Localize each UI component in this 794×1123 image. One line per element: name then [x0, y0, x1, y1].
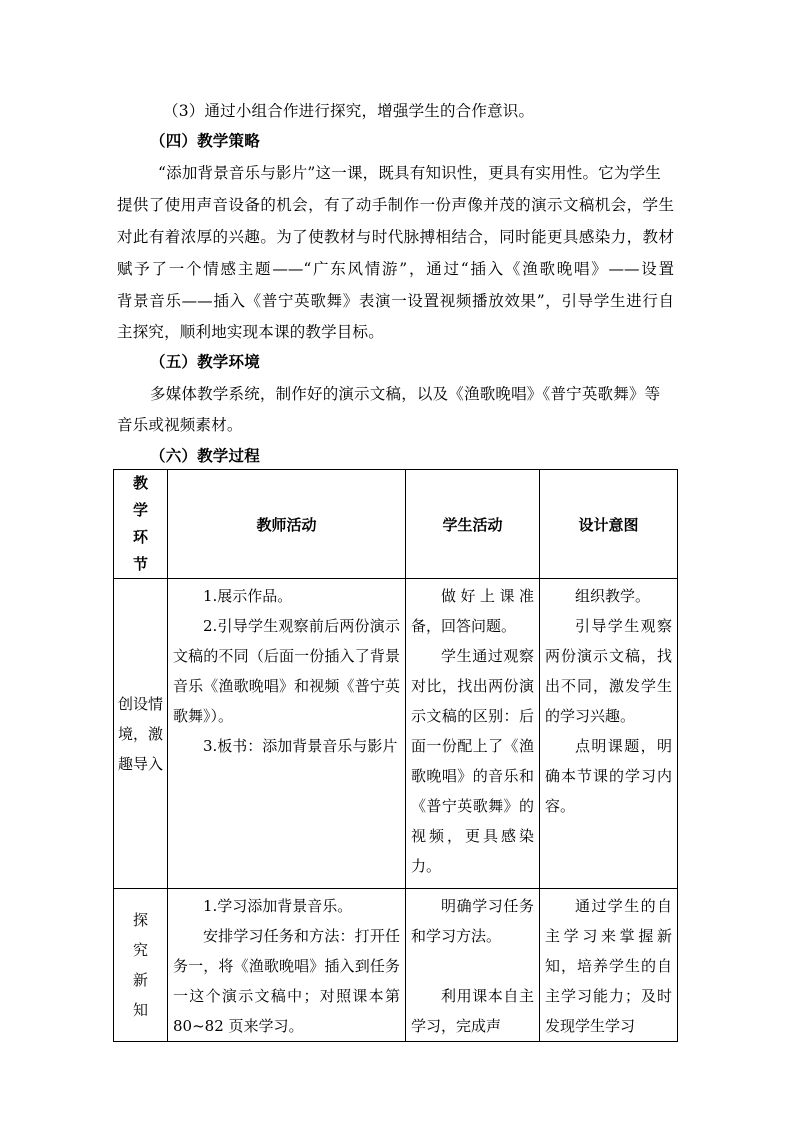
student-item: 做好上课准备，回答问题。: [411, 587, 534, 635]
table-row: [114, 579, 678, 889]
table-row: [114, 889, 678, 1042]
environment-line-1: 多媒体教学系统，制作好的演示文稿，以及《渔歌晚唱》《普宁英歌舞》等: [150, 385, 661, 403]
student-cell: [406, 579, 540, 889]
strategy-line-2: 提供了使用声音设备的机会，有了动手制作一份声像并茂的演示文稿机会，学生: [117, 196, 674, 214]
strategy-line-1: “添加背景音乐与影片”这一课，既具有知识性，更具有实用性。它为学生: [158, 164, 661, 182]
stage-label: 探究新知: [132, 911, 148, 1019]
intent-item: 组织教学。: [575, 587, 651, 605]
student-item: 学生通过观察对比，找出两份演示文稿的区别：后面一份配上了《渔歌晚唱》的音乐和《普宁英歌舞》的视频，更具感染力。: [411, 647, 534, 875]
teacher-item: 3.板书：添加背景音乐与影片: [203, 737, 398, 755]
teacher-item: 1.学习添加背景音乐。: [203, 897, 353, 915]
teacher-item: 1.展示作品。: [203, 587, 293, 605]
teacher-item: 2.引导学生观察前后两份演示文稿的不同（后面一份插入了背景音乐《渔歌晚唱》和视频《普宁英歌舞》）。: [173, 617, 400, 725]
intent-cell: [540, 579, 678, 889]
teacher-item: 安排学习任务和方法：打开任务一，将《渔歌晚唱》插入到任务一这个演示文稿中；对照课本第 80~82 页来学习。: [173, 927, 400, 1035]
student-cell: [406, 889, 540, 1042]
strategy-line-6: 主探究，顺利地实现本课的教学目标。: [117, 323, 384, 341]
stage-cell: [114, 579, 168, 889]
section-heading-process: （六）教学过程: [150, 446, 260, 465]
strategy-line-5: 背景音乐——插入《普宁英歌舞》表演一设置视频播放效果”，引导学生进行自: [117, 292, 674, 310]
table-header-row: [114, 470, 678, 579]
intent-item: 点明课题，明确本节课的学习内容。: [545, 737, 672, 815]
strategy-line-3: 对此有着浓厚的兴趣。为了使教材与时代脉搏相结合，同时能更具感染力，教材: [117, 228, 674, 246]
student-item: 明确学习任务和学习方法。: [411, 897, 534, 945]
student-item: 利用课本自主学习，完成声: [411, 987, 534, 1035]
intent-cell: [540, 889, 678, 1042]
section-heading-environment: （五）教学环境: [150, 352, 260, 371]
objective-3: （3）通过小组合作进行探究，增强学生的合作意识。: [163, 102, 535, 120]
intent-item: 通过学生的自主学习来掌握新知，培养学生的自主学习能力；及时发现学生学习: [545, 897, 672, 1035]
header-stage: 教学环节: [114, 470, 168, 579]
teaching-process-table: [113, 469, 678, 1042]
stage-cell: [114, 889, 168, 1042]
teacher-cell: [168, 579, 406, 889]
header-student: 学生活动: [406, 470, 540, 579]
stage-label: 创设情境，激趣导入: [117, 694, 163, 773]
strategy-line-4: 赋予了一个情感主题——“广东风情游”，通过“插入《渔歌晚唱》——设置: [117, 260, 674, 278]
environment-line-2: 音乐或视频素材。: [117, 416, 243, 434]
header-teacher: 教师活动: [168, 470, 406, 579]
header-intent: 设计意图: [540, 470, 678, 579]
teacher-cell: [168, 889, 406, 1042]
intent-item: 引导学生观察两份演示文稿，找出不同，激发学生的学习兴趣。: [545, 617, 672, 725]
section-heading-strategy: （四）教学策略: [150, 131, 260, 150]
